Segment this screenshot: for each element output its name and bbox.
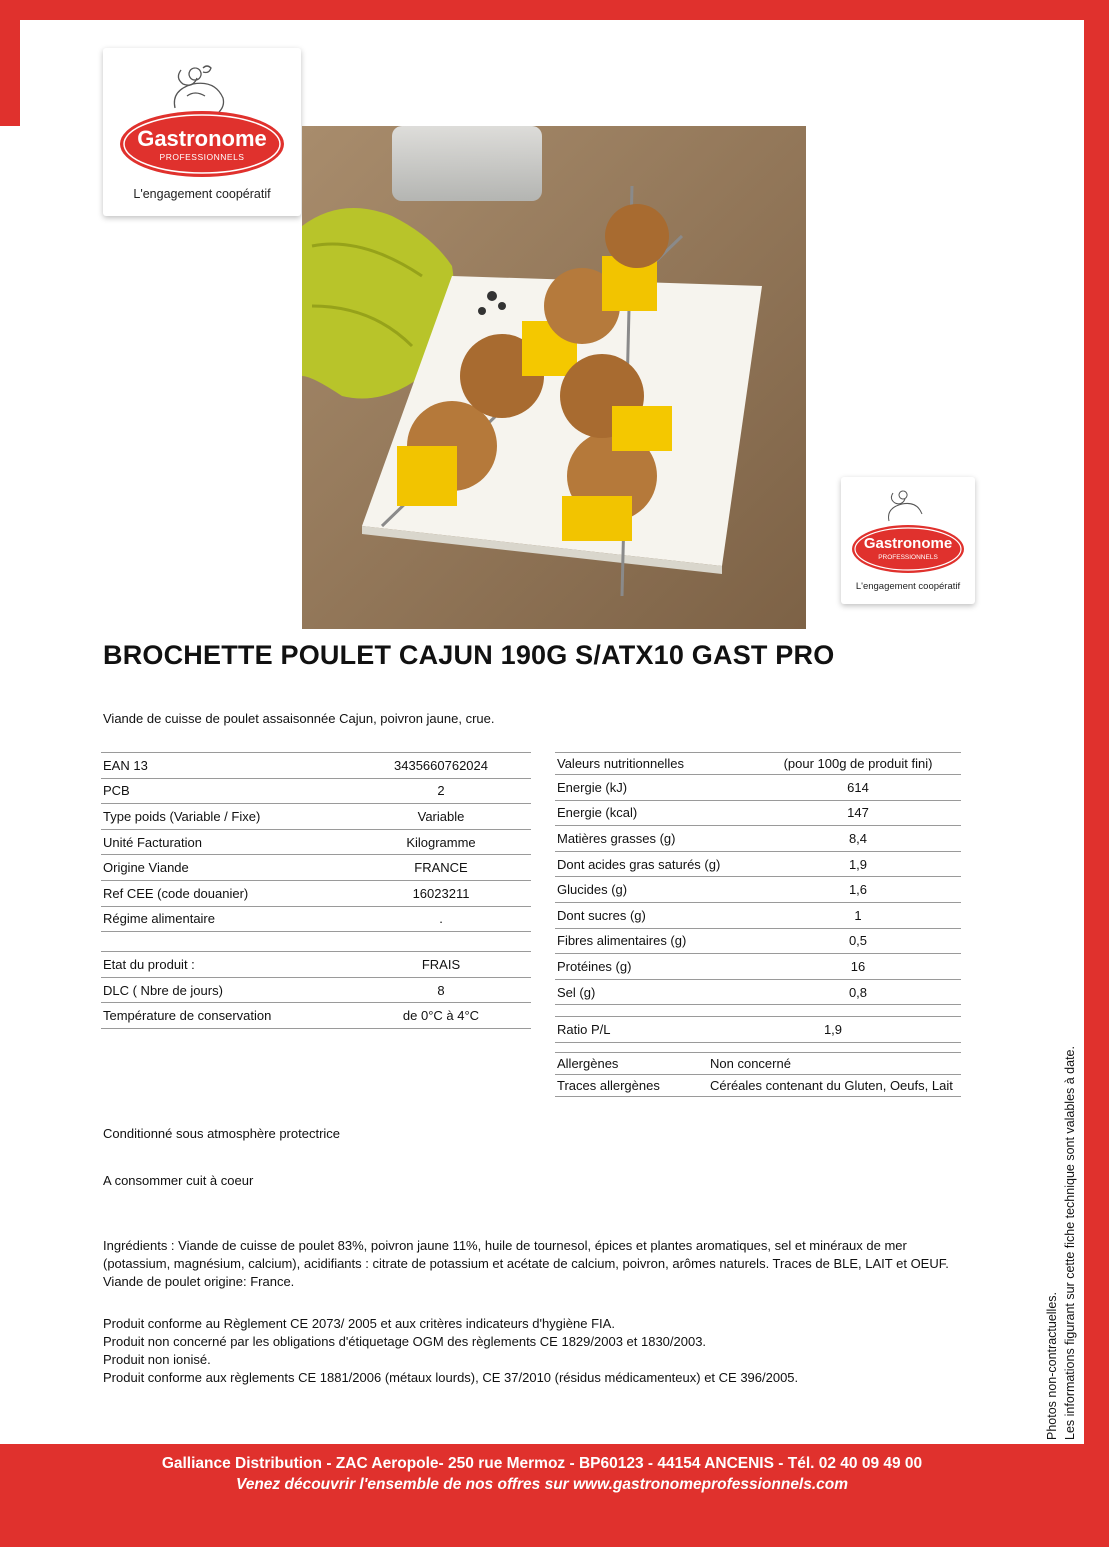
table-row: PCB 2 xyxy=(101,778,531,804)
table-row: Régime alimentaire . xyxy=(101,906,531,932)
table-row: Sel (g) 0,8 xyxy=(555,979,961,1005)
table-row xyxy=(101,932,531,952)
table-row: Etat du produit : FRAIS xyxy=(101,952,531,978)
regulation-line-3: Produit non ionisé. xyxy=(103,1352,211,1367)
ingredients-line-2: (potassium, magnésium, calcium), acidifiants : citrate de potassium et acétate de calcium, poivron, arômes naturels. Traces de BLE, LAIT et OEUF. xyxy=(103,1256,949,1271)
table-row: DLC ( Nbre de jours) 8 xyxy=(101,977,531,1003)
table-row: Origine Viande FRANCE xyxy=(101,855,531,881)
allergens-table xyxy=(555,1052,961,1097)
conditionnement-note: Conditionné sous atmosphère protectrice xyxy=(103,1126,341,1141)
ingredients-line-1: Ingrédients : Viande de cuisse de poulet 83%, poivron jaune 11%, huile de tournesol, épices et plantes aromatiques, sel et minéraux de mer xyxy=(103,1238,907,1253)
ingredients-line-3: Viande de poulet origine: France. xyxy=(103,1274,295,1289)
brand-logo-small xyxy=(841,477,975,604)
brand-tagline-small: L'engagement coopératif xyxy=(855,581,961,592)
product-description: Viande de cuisse de poulet assaisonnée Cajun, poivron jaune, crue. xyxy=(103,711,495,726)
product-title: BROCHETTE POULET CAJUN 190G S/ATX10 GAST PRO xyxy=(103,640,835,670)
table-row: Type poids (Variable / Fixe) Variable xyxy=(101,804,531,830)
regulations-block xyxy=(103,1315,798,1387)
table-row: Dont sucres (g) 1 xyxy=(555,902,961,928)
table-row: Protéines (g) 16 xyxy=(555,954,961,980)
table-row: Traces allergènes Céréales contenant du Gluten, Oeufs, Lait xyxy=(555,1075,961,1097)
nutrition-table xyxy=(555,752,961,1005)
specs-table xyxy=(101,752,531,1029)
table-row: Unité Facturation Kilogramme xyxy=(101,829,531,855)
document-meta xyxy=(766,44,1038,119)
regulation-line-2: Produit non concerné par les obligations d'étiquetage OGM des règlements CE 1829/2003 et 1830/2003. xyxy=(103,1334,707,1349)
table-row: Valeurs nutritionnelles (pour 100g de produit fini) xyxy=(555,753,961,775)
regulation-line-4: Produit conforme aux règlements CE 1881/2006 (métaux lourds), CE 37/2010 (résidus médicamenteux) et CE 396/2005. xyxy=(103,1370,799,1385)
brand-subtitle: PROFESSIONNELS xyxy=(159,152,245,162)
footer-address: Galliance Distribution - ZAC Aeropole- 250 rue Mermoz - BP60123 - 44154 ANCENIS - Tél. 02 40 09 49 00 xyxy=(161,1455,923,1472)
table-row: Dont acides gras saturés (g) 1,9 xyxy=(555,851,961,877)
product-photo xyxy=(302,126,806,629)
table-row: Energie (kJ) 614 xyxy=(555,775,961,801)
brand-logo-large xyxy=(103,48,301,216)
table-row: Fibres alimentaires (g) 0,5 xyxy=(555,928,961,954)
brand-name-small: Gastronome xyxy=(863,535,953,552)
right-border-bar xyxy=(1084,0,1109,1547)
regulation-line-1: Produit conforme au Règlement CE 2073/ 2005 et aux critères indicateurs d'hygiène FIA. xyxy=(103,1316,615,1331)
consommation-note: A consommer cuit à coeur xyxy=(103,1173,254,1188)
date-creation: Date de Création : 12/03/18 08:58:17 xyxy=(782,73,1038,90)
table-row: Ref CEE (code douanier) 16023211 xyxy=(101,880,531,906)
disclaimer-line-1: Photos non-contractuelles. xyxy=(1045,1291,1059,1440)
brand-name: Gastronome xyxy=(137,126,267,151)
table-row: Energie (kcal) 147 xyxy=(555,800,961,826)
ingredients-block xyxy=(103,1237,949,1291)
brand-subtitle-small: PROFESSIONNELS xyxy=(878,554,938,561)
table-row: Température de conservation de 0°C à 4°C xyxy=(101,1003,531,1029)
table-row: Allergènes Non concerné xyxy=(555,1053,961,1075)
ratio-table xyxy=(555,1016,961,1043)
disclaimer-vertical xyxy=(1043,1046,1079,1440)
table-row: Glucides (g) 1,6 xyxy=(555,877,961,903)
table-row: Matières grasses (g) 8,4 xyxy=(555,826,961,852)
table-row: EAN 13 3435660762024 xyxy=(101,753,531,779)
code-article: Code article : 5762021 xyxy=(882,48,1038,65)
footer-website: Venez découvrir l'ensemble de nos offres sur www.gastronomeprofessionnels.com xyxy=(235,1476,849,1493)
table-row: Ratio P/L 1,9 xyxy=(555,1017,961,1043)
product-photo-image xyxy=(302,126,806,629)
date-mise-a-jour: Date de Mise à jour : 19/10/21 15:00:07 xyxy=(765,98,1038,115)
brand-tagline: L'engagement coopératif xyxy=(133,187,271,201)
disclaimer-line-2: Les informations figurant sur cette fiche technique sont valables à date. xyxy=(1063,1046,1077,1440)
